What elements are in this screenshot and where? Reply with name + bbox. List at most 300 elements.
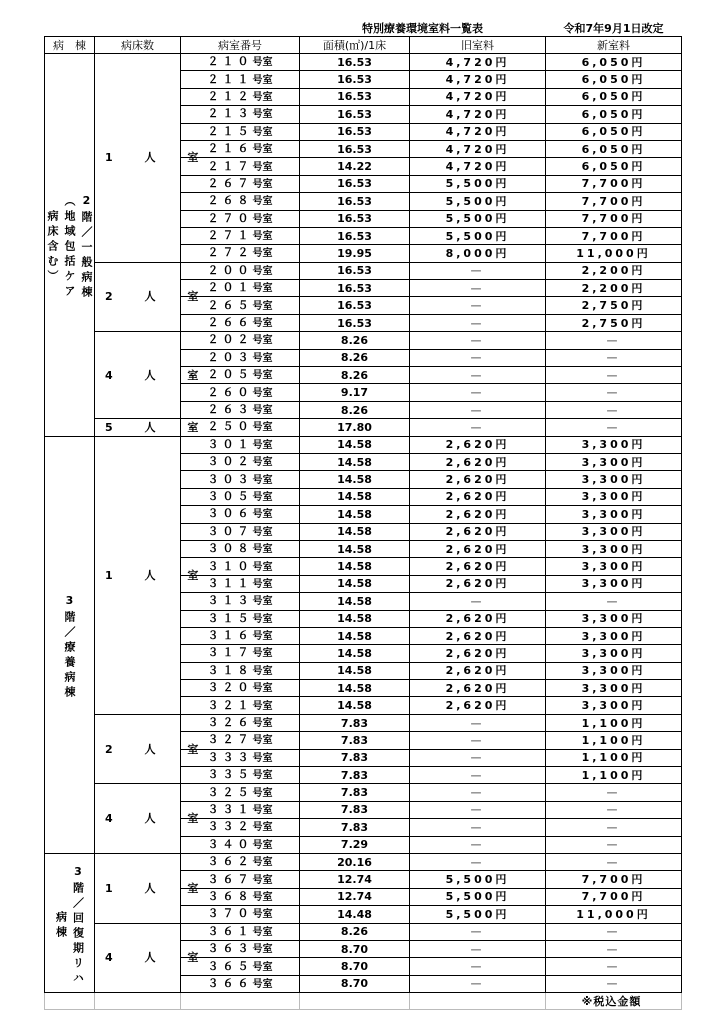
new-fee-cell: 3,300円	[546, 697, 682, 714]
room-suffix: 号室	[252, 91, 273, 103]
area-cell: 14.58	[300, 506, 410, 523]
old-fee-cell: —	[410, 801, 546, 818]
footer-blank	[181, 993, 300, 1010]
area-cell: 19.95	[300, 245, 410, 262]
room-number: ３６６	[207, 976, 253, 990]
new-fee-cell: —	[546, 819, 682, 836]
area-cell: 8.26	[300, 332, 410, 349]
ward-label	[45, 194, 94, 301]
old-fee-cell: —	[410, 853, 546, 870]
room-number-cell	[181, 210, 300, 227]
room-number: ２６３	[207, 403, 253, 416]
old-fee-cell: —	[410, 332, 546, 349]
room-suffix: 号室	[252, 248, 273, 260]
room-suffix: 号室	[252, 474, 273, 486]
room-suffix: 号室	[252, 57, 273, 69]
revision-date: 令和7年9月1日改定	[563, 22, 664, 35]
new-fee-cell: 11,000円	[546, 906, 682, 923]
new-fee-cell: 6,050円	[546, 88, 682, 105]
new-fee-cell: 6,050円	[546, 54, 682, 71]
new-fee-cell: —	[546, 784, 682, 801]
old-fee-cell: 2,620円	[410, 540, 546, 557]
area-cell: 8.26	[300, 367, 410, 384]
area-cell: 7.83	[300, 749, 410, 766]
room-number-cell	[181, 680, 300, 697]
room-number-cell	[181, 714, 300, 731]
area-cell: 12.74	[300, 888, 410, 905]
new-fee-cell: 6,050円	[546, 140, 682, 157]
area-cell: 14.58	[300, 645, 410, 662]
room-number: ３１８	[207, 663, 253, 677]
old-fee-cell: 2,620円	[410, 662, 546, 679]
room-number: ２０５	[207, 368, 253, 382]
area-cell: 17.80	[300, 419, 410, 436]
room-number: ３４０	[207, 837, 253, 851]
room-number-cell	[181, 314, 300, 331]
room-number-cell	[181, 488, 300, 505]
room-suffix: 号室	[252, 439, 273, 451]
room-number: ２１３	[207, 107, 253, 121]
room-number-cell	[181, 506, 300, 523]
area-cell: 16.53	[300, 54, 410, 71]
room-number: ３６５	[207, 959, 253, 973]
area-cell: 14.58	[300, 697, 410, 714]
room-suffix: 号室	[252, 265, 273, 277]
room-number: ２６０	[207, 385, 253, 399]
new-fee-cell: 3,300円	[546, 627, 682, 644]
new-fee-cell: 3,300円	[546, 453, 682, 470]
room-number-cell	[181, 610, 300, 627]
bed-type-cell: 4 人 室	[95, 332, 181, 419]
area-cell: 16.53	[300, 175, 410, 192]
room-number-cell	[181, 384, 300, 401]
old-fee-cell: 5,500円	[410, 871, 546, 888]
old-fee-cell: 2,620円	[410, 558, 546, 575]
room-suffix: 号室	[252, 648, 273, 660]
new-fee-cell: —	[546, 384, 682, 401]
area-cell: 7.29	[300, 836, 410, 853]
table-row	[45, 54, 682, 71]
new-fee-cell: —	[546, 332, 682, 349]
room-number-cell	[181, 245, 300, 262]
room-number-cell	[181, 349, 300, 366]
room-suffix: 号室	[252, 178, 273, 190]
room-suffix: 号室	[252, 422, 273, 434]
room-suffix: 号室	[252, 231, 273, 243]
old-fee-cell: 2,620円	[410, 697, 546, 714]
area-cell: 8.70	[300, 975, 410, 992]
old-fee-cell: 5,500円	[410, 888, 546, 905]
area-cell: 14.58	[300, 523, 410, 540]
new-fee-cell: 3,300円	[546, 488, 682, 505]
old-fee-cell: 5,500円	[410, 227, 546, 244]
room-suffix: 号室	[252, 387, 273, 399]
room-number: ３６２	[207, 855, 253, 869]
room-number: ２０２	[207, 333, 253, 347]
room-suffix: 号室	[252, 526, 273, 538]
ward-cell	[45, 54, 95, 437]
room-suffix: 号室	[252, 874, 273, 886]
room-suffix: 号室	[252, 509, 273, 521]
area-cell: 14.58	[300, 453, 410, 470]
old-fee-cell: 5,500円	[410, 193, 546, 210]
new-fee-cell: 7,700円	[546, 210, 682, 227]
footer-row	[45, 993, 682, 1010]
area-cell: 16.53	[300, 227, 410, 244]
room-suffix: 号室	[252, 352, 273, 364]
new-fee-cell: —	[546, 836, 682, 853]
new-fee-cell: 7,700円	[546, 193, 682, 210]
header-area: 面積(㎡)/1床	[300, 37, 410, 54]
new-fee-cell: 3,300円	[546, 471, 682, 488]
header-beds: 病床数	[95, 37, 181, 54]
old-fee-cell: 4,720円	[410, 123, 546, 140]
room-suffix: 号室	[252, 770, 273, 782]
room-number: ３３２	[207, 820, 253, 834]
room-suffix: 号室	[252, 700, 273, 712]
room-number-cell	[181, 523, 300, 540]
room-number-cell	[181, 593, 300, 610]
old-fee-cell: —	[410, 819, 546, 836]
old-fee-cell: 2,620円	[410, 627, 546, 644]
room-number: ２６５	[207, 298, 253, 312]
area-cell: 7.83	[300, 819, 410, 836]
new-fee-cell: 7,700円	[546, 888, 682, 905]
old-fee-cell: —	[410, 419, 546, 436]
room-suffix: 号室	[252, 891, 273, 903]
room-suffix: 号室	[252, 613, 273, 625]
old-fee-cell: —	[410, 593, 546, 610]
old-fee-cell: 5,500円	[410, 906, 546, 923]
old-fee-cell: —	[410, 836, 546, 853]
old-fee-cell: —	[410, 923, 546, 940]
old-fee-cell: —	[410, 958, 546, 975]
room-number: ３２７	[207, 733, 253, 747]
area-cell: 14.58	[300, 662, 410, 679]
old-fee-cell: —	[410, 714, 546, 731]
old-fee-cell: —	[410, 732, 546, 749]
new-fee-cell: 3,300円	[546, 523, 682, 540]
room-number: ３０１	[207, 437, 253, 451]
area-cell: 16.53	[300, 314, 410, 331]
old-fee-cell: —	[410, 297, 546, 314]
fee-table	[44, 21, 682, 1010]
new-fee-cell: 2,750円	[546, 297, 682, 314]
room-number: ２１５	[207, 124, 253, 138]
old-fee-cell: 2,620円	[410, 645, 546, 662]
room-number: ３１１	[207, 576, 253, 590]
room-number: ３０２	[207, 455, 253, 469]
new-fee-cell: 2,750円	[546, 314, 682, 331]
area-cell: 14.58	[300, 575, 410, 592]
room-number-cell	[181, 106, 300, 123]
area-cell: 7.83	[300, 784, 410, 801]
area-cell: 8.70	[300, 958, 410, 975]
area-cell: 8.70	[300, 940, 410, 957]
bed-type-cell: 1 人 室	[95, 54, 181, 263]
new-fee-cell: —	[546, 958, 682, 975]
room-suffix: 号室	[252, 161, 273, 173]
room-number: ３７０	[207, 907, 253, 921]
new-fee-cell: —	[546, 419, 682, 436]
new-fee-cell: —	[546, 801, 682, 818]
room-suffix: 号室	[252, 909, 273, 921]
room-number: ３６７	[207, 872, 253, 886]
area-cell: 14.22	[300, 158, 410, 175]
room-number-cell	[181, 88, 300, 105]
area-cell: 8.26	[300, 401, 410, 418]
bed-type-cell: 4 人 室	[95, 923, 181, 993]
room-number: ２７０	[207, 211, 253, 225]
area-cell: 16.53	[300, 140, 410, 157]
room-number-cell	[181, 436, 300, 453]
area-cell: 14.58	[300, 436, 410, 453]
new-fee-cell: 1,100円	[546, 767, 682, 784]
ward-label	[45, 865, 94, 987]
room-suffix: 号室	[252, 787, 273, 799]
new-fee-cell: 3,300円	[546, 610, 682, 627]
new-fee-cell: —	[546, 940, 682, 957]
area-cell: 7.83	[300, 732, 410, 749]
new-fee-cell: 1,100円	[546, 732, 682, 749]
header-room: 病室番号	[181, 37, 300, 54]
room-suffix: 号室	[252, 213, 273, 225]
ward-label	[45, 594, 94, 701]
room-suffix: 号室	[252, 857, 273, 869]
room-number-cell	[181, 836, 300, 853]
new-fee-cell: 1,100円	[546, 714, 682, 731]
new-fee-cell: 3,300円	[546, 558, 682, 575]
room-number-cell	[181, 767, 300, 784]
footer-blank	[95, 993, 181, 1010]
header-row	[45, 37, 682, 54]
room-number: ３３３	[207, 750, 253, 764]
room-suffix: 号室	[252, 74, 273, 86]
new-fee-cell: 11,000円	[546, 245, 682, 262]
room-number: ２１１	[207, 72, 253, 86]
room-number: ２１７	[207, 159, 253, 173]
area-cell: 14.48	[300, 906, 410, 923]
new-fee-cell: 6,050円	[546, 71, 682, 88]
old-fee-cell: 2,620円	[410, 523, 546, 540]
old-fee-cell: —	[410, 280, 546, 297]
room-number: ２６８	[207, 194, 253, 208]
room-suffix: 号室	[252, 335, 273, 347]
room-suffix: 号室	[252, 752, 273, 764]
footer-blank	[410, 993, 546, 1010]
room-number: ２１２	[207, 89, 253, 103]
room-suffix: 号室	[252, 405, 273, 416]
area-cell: 14.58	[300, 540, 410, 557]
old-fee-cell: 5,500円	[410, 175, 546, 192]
new-fee-cell: 6,050円	[546, 158, 682, 175]
room-number-cell	[181, 627, 300, 644]
room-number: ２０３	[207, 350, 253, 364]
room-suffix: 号室	[252, 735, 273, 747]
bed-type-cell: 4 人 室	[95, 784, 181, 854]
room-suffix: 号室	[252, 457, 273, 469]
old-fee-cell: 4,720円	[410, 71, 546, 88]
room-number: ２７２	[207, 246, 253, 260]
area-cell: 14.58	[300, 593, 410, 610]
ward-label-line: 3階／療養病棟	[63, 594, 76, 702]
table-row	[45, 262, 682, 279]
area-cell: 7.83	[300, 767, 410, 784]
bed-type-cell: 1 人 室	[95, 436, 181, 714]
room-suffix: 号室	[252, 544, 273, 556]
room-number-cell	[181, 175, 300, 192]
room-number-cell	[181, 923, 300, 940]
new-fee-cell: 3,300円	[546, 662, 682, 679]
room-suffix: 号室	[252, 665, 273, 677]
new-fee-cell: 2,200円	[546, 280, 682, 297]
table-row	[45, 784, 682, 801]
area-cell: 7.83	[300, 801, 410, 818]
area-cell: 8.26	[300, 349, 410, 366]
header-ward: 病 棟	[45, 37, 95, 54]
old-fee-cell: 4,720円	[410, 106, 546, 123]
old-fee-cell: —	[410, 784, 546, 801]
area-cell: 9.17	[300, 384, 410, 401]
new-fee-cell: 3,300円	[546, 506, 682, 523]
old-fee-cell: 4,720円	[410, 140, 546, 157]
room-number: ３３５	[207, 768, 253, 782]
room-number: ３１６	[207, 629, 253, 643]
area-cell: 14.58	[300, 558, 410, 575]
room-number: ３６１	[207, 924, 253, 938]
old-fee-cell: —	[410, 940, 546, 957]
room-number: ３１３	[207, 594, 253, 608]
new-fee-cell: 2,200円	[546, 262, 682, 279]
room-suffix: 号室	[252, 300, 273, 312]
table-row	[45, 923, 682, 940]
old-fee-cell: —	[410, 401, 546, 418]
table-row	[45, 419, 682, 436]
room-suffix: 号室	[252, 596, 273, 608]
ward-label-line: （地域包括ケア	[63, 195, 76, 301]
new-fee-cell: 3,300円	[546, 540, 682, 557]
room-number: ２６７	[207, 176, 253, 190]
table-row	[45, 714, 682, 731]
room-number: ２１０	[207, 55, 253, 69]
room-number-cell	[181, 332, 300, 349]
room-number-cell	[181, 697, 300, 714]
old-fee-cell: —	[410, 384, 546, 401]
room-number: ２０１	[207, 281, 253, 295]
room-suffix: 号室	[252, 283, 273, 295]
room-number-cell	[181, 71, 300, 88]
bed-type-cell: 2 人 室	[95, 714, 181, 784]
room-number-cell	[181, 262, 300, 279]
room-number: ３１７	[207, 646, 253, 660]
room-suffix: 号室	[252, 804, 273, 816]
area-cell: 16.53	[300, 71, 410, 88]
new-fee-cell: —	[546, 923, 682, 940]
area-cell: 16.53	[300, 88, 410, 105]
old-fee-cell: —	[410, 314, 546, 331]
old-fee-cell: 2,620円	[410, 506, 546, 523]
new-fee-cell: 7,700円	[546, 871, 682, 888]
room-suffix: 号室	[252, 370, 273, 382]
ward-cell	[45, 436, 95, 853]
old-fee-cell: 2,620円	[410, 610, 546, 627]
area-cell: 14.58	[300, 680, 410, 697]
room-suffix: 号室	[252, 144, 273, 156]
room-suffix: 号室	[252, 126, 273, 138]
room-number: ３０７	[207, 524, 253, 538]
old-fee-cell: 2,620円	[410, 575, 546, 592]
room-number-cell	[181, 853, 300, 870]
room-number: ３０３	[207, 472, 253, 486]
area-cell: 14.58	[300, 471, 410, 488]
header-new-fee: 新室料	[546, 37, 682, 54]
sheet-title: 特別療養環境室料一覧表	[362, 22, 483, 35]
room-suffix: 号室	[252, 839, 273, 851]
room-number-cell	[181, 193, 300, 210]
area-cell: 16.53	[300, 262, 410, 279]
room-number: ２００	[207, 263, 253, 277]
table-row	[45, 853, 682, 870]
old-fee-cell: 2,620円	[410, 436, 546, 453]
new-fee-cell: 7,700円	[546, 175, 682, 192]
room-number-cell	[181, 906, 300, 923]
table-row	[45, 332, 682, 349]
ward-cell	[45, 853, 95, 992]
area-cell: 16.53	[300, 280, 410, 297]
room-number-cell	[181, 784, 300, 801]
room-suffix: 号室	[252, 578, 273, 590]
room-number: ２１６	[207, 142, 253, 156]
new-fee-cell: —	[546, 349, 682, 366]
bed-type-cell: 1 人 室	[95, 853, 181, 923]
new-fee-cell: 3,300円	[546, 575, 682, 592]
room-suffix: 号室	[252, 683, 273, 695]
room-number-cell	[181, 123, 300, 140]
area-cell: 16.53	[300, 123, 410, 140]
old-fee-cell: 2,620円	[410, 680, 546, 697]
bed-type-cell: 2 人 室	[95, 262, 181, 332]
old-fee-cell: —	[410, 749, 546, 766]
room-suffix: 号室	[252, 561, 273, 573]
area-cell: 20.16	[300, 853, 410, 870]
old-fee-cell: 5,500円	[410, 210, 546, 227]
new-fee-cell: 6,050円	[546, 123, 682, 140]
room-suffix: 号室	[252, 491, 273, 503]
old-fee-cell: —	[410, 367, 546, 384]
room-suffix: 号室	[252, 926, 273, 938]
room-number: ３１５	[207, 611, 253, 625]
ward-label-line: 3階／回復期リハ	[71, 865, 85, 988]
old-fee-cell: 4,720円	[410, 88, 546, 105]
room-number: ３１０	[207, 559, 253, 573]
room-number: ３２６	[207, 716, 253, 730]
room-suffix: 号室	[252, 718, 273, 730]
new-fee-cell: —	[546, 367, 682, 384]
old-fee-cell: 2,620円	[410, 453, 546, 470]
area-cell: 14.58	[300, 627, 410, 644]
area-cell: 8.26	[300, 923, 410, 940]
room-suffix: 号室	[252, 822, 273, 834]
area-cell: 16.53	[300, 210, 410, 227]
room-number-cell	[181, 471, 300, 488]
room-suffix: 号室	[252, 196, 273, 208]
room-suffix: 号室	[252, 109, 273, 121]
room-number-cell	[181, 401, 300, 418]
room-number-cell	[181, 645, 300, 662]
room-number: ３２０	[207, 681, 253, 695]
area-cell: 16.53	[300, 193, 410, 210]
old-fee-cell: 2,620円	[410, 471, 546, 488]
